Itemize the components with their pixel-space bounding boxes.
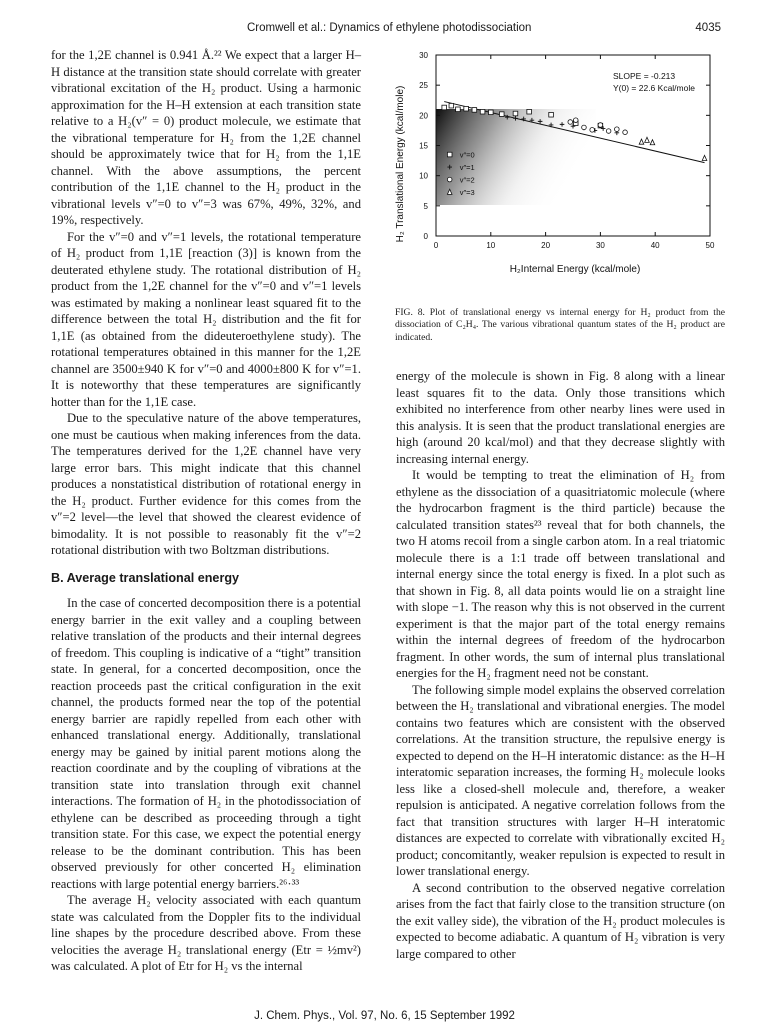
y-tick-label: 30 [419, 51, 428, 60]
x-tick-label: 0 [433, 241, 439, 250]
x-axis-label: H₂Internal Energy (kcal/mole) [509, 264, 641, 275]
data-point-v0 [499, 112, 504, 117]
y-tick-label: 0 [423, 232, 428, 241]
data-point-v2 [598, 123, 603, 128]
journal-footer: J. Chem. Phys., Vol. 97, No. 6, 15 September 1992 [254, 1010, 515, 1022]
data-point-v3 [650, 140, 655, 145]
left-paragraph-3: Due to the speculative nature of the above temperatures, one must be cautious when making inferences from the data. The temperatures derived for the 1,2E channel have very large error bars. This might indicate that this channel produces a nonstatistical distribution of rotational energy in the H₂ product. Further evidence for this comes from the v″=2 level—the level that showed the clearest evidence of bimodality. It is not possible to reasonably fit the v″=2 rotational distribution with two Boltzman distributions. [51, 411, 361, 557]
x-tick-label: 30 [595, 241, 605, 250]
data-point-v2 [615, 127, 620, 132]
right-paragraph-4: A second contribution to the observed negative correlation arises from the fact that fairly close to the transition structure (on the exit valley side), the vibration of the H₂ product molecules is expected to become adiabatic. A quantum of H₂ vibration is very large compared to other [396, 880, 725, 961]
slope-annotation: SLOPE = -0.213 [613, 71, 676, 81]
right-paragraph-1: energy of the molecule is shown in Fig. 8 along with a linear least squares fit to the data. Only those transitions which exhibited no interference from other nearby lines were used in this analysis. It is seen that the product translational energies are high (around 20 kcal/mol) and that they decrease slightly with increasing internal energy. [396, 369, 725, 466]
data-point-v2 [606, 129, 611, 134]
left-paragraph-1: for the 1,2E channel is 0.941 Å.²² We expect that a larger H–H distance at the transition state should correlate with greater vibrational excitation of the H₂ product. Using a harmonic approximation for the H–H extension at each transition state relative to a H₂(v″ = 0) product molecule, we estimate that the vibrational temperature for H₂ from the 1,2E channel should be approximately twice that for H₂ from the 1,1E channel. With the above assumptions, the percent contribution of the 1,1E channel to the H₂ product in the vibrational levels v″=0 to v″=3 was 67%, 49%, 32%, and 19%, respectively. [51, 48, 361, 227]
data-point-v0 [449, 103, 454, 108]
data-point-v3 [639, 139, 644, 144]
x-tick-label: 10 [486, 241, 496, 250]
data-point-v3 [702, 155, 707, 160]
y-axis-label: H₂ Translational Energy (kcal/mole) [395, 85, 406, 243]
x-tick-label: 50 [705, 241, 715, 250]
right-paragraph-3: The following simple model explains the observed correlation between the H₂ translational and vibrational energies. The model contains two features which are consistent with the observed correlations. At the transition structure, the repulsive energy is expected to depend on the H–H interatomic distance: as the H–H interatomic separation increases, the forming H₂ molecule looks less like a closed-shell molecule and, therefore, a weaker repulsion is anticipated. A negative correlation follows from the fact that transition structures with larger H–H interatomic distances are expected to correlate with vibrationally excited H₂ product; concomitantly, weaker repulsion is expected to result in lower translational energy. [396, 682, 726, 878]
left-paragraph-5: The average H₂ velocity associated with each quantum state was calculated from the Doppler fits to the individual line shapes by the procedure described above. From these velocities the average H₂ translational energy (Etr = ½mv²) was calculated. A plot of Etr for H₂ vs the internal [51, 893, 361, 973]
left-paragraph-4: In the case of concerted decomposition there is a potential energy barrier in the exit valley and a coupling between relative translation of the products and their internal degrees of freedom. This coupling is indicative of a “tight” transition state. In general, for a concerted decomposition, once the reaction proceeds past the critical configuration in the exit channel, the products formed near the top of the potential energy barrier are rapidly repelled from each other with enhanced translational energy. Additionally, translational energy may be gained by initial parent motions along the reaction coordinate and by the coupling of vibrations at the transition state into translation through exit channel interactions. The formation of H₂ in the photodissociation of ethylene can be described as proceeding through a tight transition state. For this case, we expect the potential energy release to be the dominant contribution. This has been observed previously for other concerted H₂ elimination reactions with large potential energy barriers.²⁶·³³ [51, 596, 361, 891]
legend-label: v″=2 [459, 175, 475, 185]
x-tick-label: 20 [541, 241, 551, 250]
running-title: Cromwell et al.: Dynamics of ethylene photodissociation [247, 22, 532, 34]
y-tick-label: 25 [419, 81, 428, 91]
section-heading: B. Average translational energy [51, 570, 240, 585]
page-number: 4035 [695, 22, 721, 34]
left-column [51, 47, 361, 975]
y-tick-label: 5 [423, 201, 428, 211]
data-point-v0 [472, 108, 477, 113]
data-point-v0 [442, 105, 447, 110]
data-point-v2 [573, 118, 578, 123]
left-paragraph-2: For the v″=0 and v″=1 levels, the rotational temperature of H₂ product from 1,1E [reaction (3)] is known from the deuterated ethylene study. The rotational distribution of H₂ product from the 1,2E channel for the v″=0 and v″=1 levels was estimated by making a nonlinear least squared fit to the difference between the total H₂ distribution and the fit for 1,1E (as obtained from the dideuteroethylene study). The rotational temperatures obtained in this manner for the 1,2E channel are 3500±940 K for v″=0 and 4000±800 K for v″=1. It is noteworthy that these temperatures are significantly hotter than for the 1,1E case. [51, 229, 361, 409]
data-point-v3 [645, 137, 650, 142]
data-point-v0 [480, 109, 485, 114]
y-tick-label: 20 [419, 111, 428, 121]
figure-8-chart [385, 46, 725, 296]
legend-label: v″=0 [459, 150, 475, 160]
legend-marker [447, 152, 452, 157]
data-point-v0 [456, 107, 461, 112]
data-point-v2 [568, 120, 573, 125]
data-point-v0 [527, 109, 532, 114]
figure-caption: FIG. 8. Plot of translational energy vs internal energy for H₂ product from the dissociation of C₂H₄. The various vibrational quantum states of the H₂ product are indicated. [395, 307, 725, 343]
data-point-v2 [582, 125, 587, 130]
legend-label: v″=3 [459, 188, 475, 198]
intercept-annotation: Y(0) = 22.6 Kcal/mole [613, 83, 695, 93]
data-point-v2 [590, 128, 595, 133]
data-point-v0 [513, 111, 518, 116]
data-point-v0 [464, 106, 469, 111]
legend-marker [447, 177, 452, 182]
data-point-v0 [549, 112, 554, 117]
data-point-v0 [489, 110, 494, 115]
y-tick-label: 15 [419, 141, 428, 151]
legend-label: v″=1 [459, 163, 475, 173]
y-tick-label: 10 [419, 171, 428, 181]
right-column [396, 368, 725, 962]
right-paragraph-2: It would be tempting to treat the elimination of H₂ from ethylene as the dissociation of a quasitriatomic molecule (where the hydrocarbon fragment is the third particle) because the calculated transition states²³ reveal that for both channels, the two H atoms recoil from a single carbon atom. In a real triatomic molecule there is a 1:1 trade off between translational and internal energy since the total energy is fixed. In a plot such as that shown in Fig. 8, all data points would lie on a straight line with slope −1. The reason why this is not observed in the current experiment is that the major part of the total energy remains within the internal degrees of freedom of the hydrocarbon fragment. In other words, the sum of internal plus translational energies for the H₂ fragment need not be constant. [396, 468, 725, 680]
x-tick-label: 40 [650, 241, 660, 250]
data-point-v2 [623, 130, 628, 135]
